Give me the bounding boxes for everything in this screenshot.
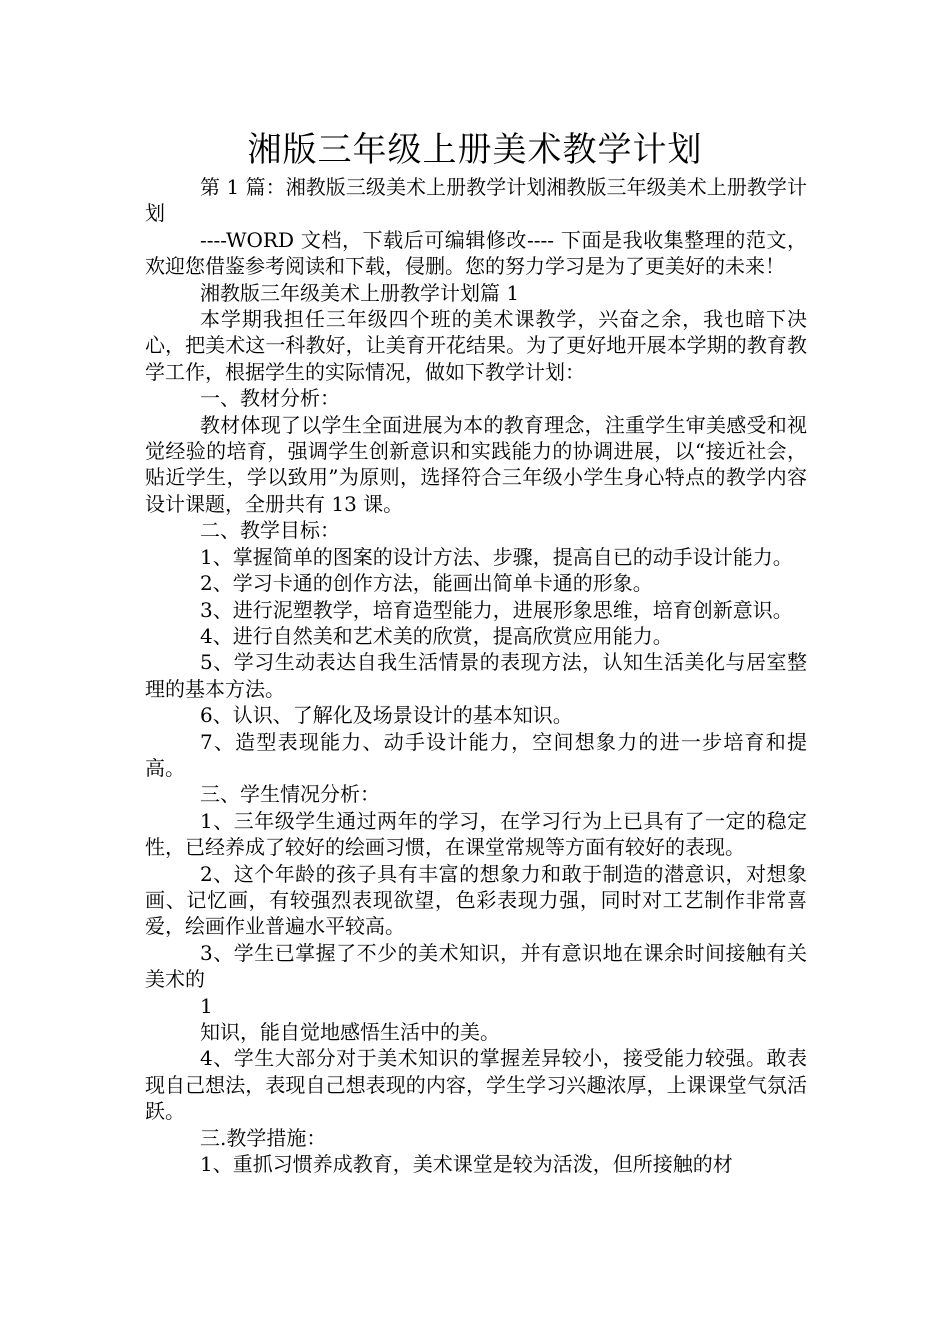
section-heading: 一、教材分析：	[200, 386, 340, 411]
list-item: 7、造型表现能力、动手设计能力，空间想象力的进一步培育和提高。	[145, 729, 807, 780]
section-heading: 三、学生情况分析：	[200, 782, 380, 807]
list-item: 2、学习卡通的创作方法，能画出简单卡通的形象。	[200, 571, 653, 596]
list-item: 4、进行自然美和艺术美的欣赏，提高欣赏应用能力。	[200, 623, 673, 648]
list-item: 3、进行泥塑教学，培育造型能力，进展形象思维，培育创新意识。	[200, 597, 793, 622]
paragraph: 湘教版三年级美术上册教学计划篇 1	[200, 280, 520, 305]
list-item: 5、学习生动表达自我生活情景的表现方法，认知生活美化与居室整理的基本方法。	[145, 650, 807, 701]
list-item: 3、学生已掌握了不少的美术知识，并有意识地在课余时间接触有关美术的	[145, 940, 807, 992]
list-item: 1、掌握简单的图案的设计方法、步骤，提高自已的动手设计能力。	[200, 544, 793, 569]
paragraph: 本学期我担任三年级四个班的美术课教学，兴奋之余，我也暗下决心，把美术这一科教好，让美育开花结果。为了更好地开展本学期的教育教学工作，根据学生的实际情况，做如下教学计划：	[145, 307, 807, 384]
document-title: 湘版三年级上册美术教学计划	[247, 130, 703, 170]
list-item: 1、三年级学生通过两年的学习，在学习行为上已具有了一定的稳定性，已经养成了较好的绘画习惯，在课堂常规等方面有较好的表现。	[145, 808, 807, 860]
page-number: 1	[200, 993, 213, 1018]
list-item: 2、这个年龄的孩子具有丰富的想象力和敢于制造的潜意识，对想象画、记忆画，有较强烈表现欲望，色彩表现力强，同时对工艺制作非常喜爱，绘画作业普遍水平较高。	[145, 861, 807, 939]
paragraph: 知识，能自觉地感悟生活中的美。	[200, 1020, 500, 1044]
list-item: 4、学生大部分对于美术知识的掌握差异较小，接受能力较强。敢表现自己想法，表现自己想表现的内容，学生学习兴趣浓厚，上课课堂气氛活跃。	[145, 1046, 807, 1124]
paragraph: 教材体现了以学生全面进展为本的教育理念，注重学生审美感受和视觉经验的培育，强调学生创新意识和实践能力的协调进展，以“接近社会，贴近学生，学以致用”为原则，选择符合三年级小学生身心特点的教学内容设计课题，全册共有 13 课。	[145, 412, 807, 516]
section-heading: 二、教学目标：	[200, 518, 340, 543]
section-heading: 三.教学措施：	[200, 1125, 327, 1150]
list-item: 6、认识、了解化及场景设计的基本知识。	[200, 703, 573, 728]
paragraph: ----WORD 文档，下载后可编辑修改---- 下面是我收集整理的范文，欢迎您借鉴参考阅读和下载，侵删。您的努力学习是为了更美好的未来！	[145, 227, 807, 279]
list-item: 1、重抓习惯养成教育，美术课堂是较为活泼，但所接触的材	[200, 1152, 733, 1177]
document-body	[145, 174, 807, 1177]
paragraph: 第 1 篇：湘教版三级美术上册教学计划湘教版三年级美术上册教学计划	[145, 175, 807, 226]
